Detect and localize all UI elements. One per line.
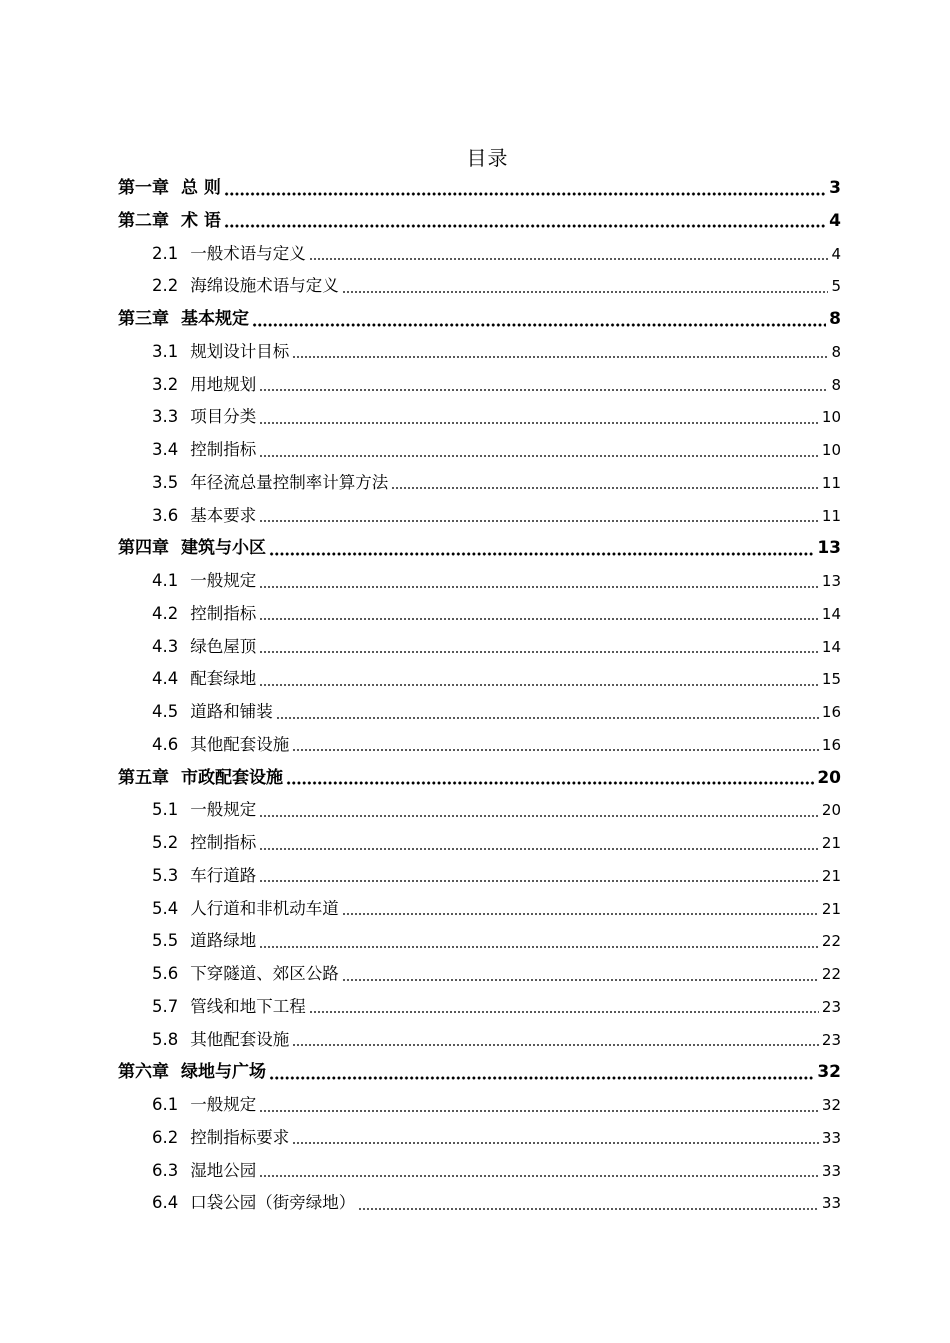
toc-page-number: 8 xyxy=(831,375,841,394)
toc-page-number: 33 xyxy=(821,1194,841,1213)
toc-entry-title: 用地规划 xyxy=(190,374,257,394)
toc-entry-title: 其他配套设施 xyxy=(190,734,290,754)
toc-dot-leader xyxy=(269,1064,814,1081)
toc-entry-number: 3.4 xyxy=(152,440,179,459)
toc-section-entry[interactable] xyxy=(118,696,841,729)
toc-entry-title: 道路和铺装 xyxy=(190,702,273,721)
toc-page-number: 23 xyxy=(821,997,841,1016)
toc-section-entry[interactable] xyxy=(118,1155,841,1188)
toc-entry-title: 控制指标 xyxy=(190,603,257,623)
toc-entry-title: 术 语 xyxy=(181,210,221,231)
toc-chapter-entry[interactable] xyxy=(118,532,841,565)
toc-page-number: 32 xyxy=(817,1062,841,1083)
toc-entry-number: 第四章 xyxy=(118,538,169,559)
toc-entry-number: 4.6 xyxy=(152,734,179,754)
toc-dot-leader xyxy=(292,344,828,361)
toc-page-number: 16 xyxy=(821,703,841,721)
toc-entry-title: 绿色屋顶 xyxy=(190,636,257,656)
toc-dot-leader xyxy=(259,1163,819,1180)
toc-entry-number: 3.5 xyxy=(152,472,179,492)
toc-chapter-entry[interactable] xyxy=(118,205,841,238)
toc-dot-leader xyxy=(286,769,814,786)
toc-page-number: 8 xyxy=(829,309,841,329)
toc-dot-leader xyxy=(276,704,819,721)
toc-dot-leader xyxy=(269,540,814,557)
toc-page-number: 21 xyxy=(821,834,841,852)
toc-dot-leader xyxy=(391,475,819,492)
toc-dot-leader xyxy=(259,671,819,688)
toc-entry-number: 5.2 xyxy=(152,833,179,852)
toc-page-number: 10 xyxy=(821,441,841,459)
toc-entry-title: 下穿隧道、郊区公路 xyxy=(190,964,339,983)
toc-entry-title: 一般术语与定义 xyxy=(190,243,306,263)
toc-page-number: 15 xyxy=(821,670,841,689)
toc-section-entry[interactable] xyxy=(118,860,841,893)
toc-entry-title: 项目分类 xyxy=(190,407,257,427)
toc-chapter-entry[interactable] xyxy=(118,172,841,205)
toc-entry-title: 其他配套设施 xyxy=(190,1029,290,1049)
toc-entry-title: 总 则 xyxy=(181,178,221,198)
toc-section-entry[interactable] xyxy=(118,729,841,762)
toc-page-number: 5 xyxy=(831,277,841,296)
toc-entry-number: 4.2 xyxy=(152,603,179,623)
toc-page-number: 33 xyxy=(821,1161,841,1180)
toc-dot-leader xyxy=(342,901,819,918)
toc-entry-title: 绿地与广场 xyxy=(181,1062,266,1083)
toc-section-entry[interactable] xyxy=(118,238,841,271)
toc-page-number: 23 xyxy=(821,1030,841,1049)
toc-section-entry[interactable] xyxy=(118,401,841,434)
toc-entry-number: 4.4 xyxy=(152,669,179,689)
toc-page-number: 8 xyxy=(831,342,841,361)
toc-entry-title: 一般规定 xyxy=(190,800,257,820)
toc-entry-number: 6.2 xyxy=(152,1127,179,1147)
toc-section-entry[interactable] xyxy=(118,500,841,533)
toc-entry-title: 控制指标 xyxy=(190,440,257,459)
toc-entry-number: 4.1 xyxy=(152,571,179,590)
toc-page-number: 13 xyxy=(821,572,841,590)
toc-entry-title: 道路绿地 xyxy=(190,931,257,951)
toc-section-entry[interactable] xyxy=(118,991,841,1024)
toc-dot-leader xyxy=(292,737,819,754)
toc-page-number: 16 xyxy=(821,735,841,754)
toc-page-number: 10 xyxy=(821,408,841,427)
toc-entry-title: 口袋公园（街旁绿地） xyxy=(190,1193,356,1213)
toc-page-number: 14 xyxy=(821,637,841,656)
toc-entry-title: 规划设计目标 xyxy=(190,341,290,361)
toc-entry-title: 年径流总量控制率计算方法 xyxy=(190,472,389,492)
toc-entry-number: 6.4 xyxy=(152,1193,179,1213)
toc-entry-title: 一般规定 xyxy=(190,1095,257,1114)
toc-section-entry[interactable] xyxy=(118,663,841,696)
toc-dot-leader xyxy=(259,933,819,950)
toc-chapter-entry[interactable] xyxy=(118,762,841,795)
toc-entry-number: 3.6 xyxy=(152,505,179,525)
toc-entry-number: 5.6 xyxy=(152,964,179,983)
toc-chapter-entry[interactable] xyxy=(118,303,841,336)
toc-section-entry[interactable] xyxy=(118,893,841,926)
toc-dot-leader xyxy=(259,639,819,656)
toc-dot-leader xyxy=(259,802,819,819)
toc-page-number: 22 xyxy=(821,965,841,983)
toc-page-number: 21 xyxy=(821,866,841,885)
toc-dot-leader xyxy=(224,213,826,230)
toc-page-number: 33 xyxy=(821,1128,841,1147)
toc-section-entry[interactable] xyxy=(118,827,841,860)
toc-entry-title: 管线和地下工程 xyxy=(190,996,306,1016)
toc-entry-title: 基本规定 xyxy=(181,309,249,329)
toc-entry-number: 5.8 xyxy=(152,1029,179,1049)
toc-dot-leader xyxy=(252,311,826,328)
toc-entry-number: 5.7 xyxy=(152,996,179,1016)
toc-page-number: 11 xyxy=(821,506,841,525)
toc-page-number: 32 xyxy=(821,1096,841,1114)
toc-entry-title: 控制指标要求 xyxy=(190,1127,290,1147)
toc-dot-leader xyxy=(342,278,829,295)
toc-entry-number: 2.2 xyxy=(152,276,179,296)
toc-entry-number: 5.3 xyxy=(152,865,179,885)
toc-entry-number: 5.1 xyxy=(152,800,179,820)
toc-dot-leader xyxy=(259,508,819,525)
table-of-contents xyxy=(118,172,841,1220)
toc-section-entry[interactable] xyxy=(118,1024,841,1057)
toc-entry-number: 4.3 xyxy=(152,636,179,656)
toc-page-number: 21 xyxy=(821,899,841,918)
toc-page-number: 3 xyxy=(829,178,841,198)
toc-page-number: 20 xyxy=(821,801,841,820)
toc-dot-leader xyxy=(342,966,819,983)
toc-entry-title: 车行道路 xyxy=(190,865,257,885)
toc-entry-title: 控制指标 xyxy=(190,833,257,852)
toc-dot-leader xyxy=(259,377,828,394)
toc-entry-title: 海绵设施术语与定义 xyxy=(190,276,339,296)
toc-entry-title: 人行道和非机动车道 xyxy=(190,898,339,918)
toc-dot-leader xyxy=(309,999,819,1016)
toc-dot-leader xyxy=(259,606,819,623)
toc-entry-number: 第六章 xyxy=(118,1062,169,1083)
toc-section-entry[interactable] xyxy=(118,1089,841,1122)
toc-dot-leader xyxy=(292,1032,819,1049)
toc-entry-number: 3.1 xyxy=(152,341,179,361)
toc-entry-title: 市政配套设施 xyxy=(181,767,283,788)
toc-dot-leader xyxy=(259,1097,819,1114)
toc-entry-title: 基本要求 xyxy=(190,505,257,525)
toc-page-number: 11 xyxy=(821,473,841,492)
toc-page-number: 14 xyxy=(821,604,841,623)
toc-entry-number: 6.3 xyxy=(152,1160,179,1180)
toc-entry-number: 3.3 xyxy=(152,407,179,427)
toc-page-number: 4 xyxy=(829,210,841,231)
toc-dot-leader xyxy=(259,442,819,459)
toc-section-entry[interactable] xyxy=(118,369,841,402)
toc-entry-number: 5.4 xyxy=(152,898,179,918)
toc-entry-number: 2.1 xyxy=(152,243,179,263)
toc-entry-number: 第一章 xyxy=(118,178,169,198)
toc-section-entry[interactable] xyxy=(118,467,841,500)
toc-entry-number: 第二章 xyxy=(118,210,169,231)
toc-entry-number: 4.5 xyxy=(152,702,179,721)
toc-section-entry[interactable] xyxy=(118,434,841,467)
toc-entry-number: 第五章 xyxy=(118,767,169,788)
toc-entry-title: 建筑与小区 xyxy=(181,538,266,559)
toc-page-number: 22 xyxy=(821,932,841,951)
toc-section-entry[interactable] xyxy=(118,1122,841,1155)
toc-dot-leader xyxy=(292,1130,819,1147)
toc-dot-leader xyxy=(259,868,819,885)
toc-dot-leader xyxy=(259,409,819,426)
toc-section-entry[interactable] xyxy=(118,794,841,827)
toc-section-entry[interactable] xyxy=(118,270,841,303)
toc-dot-leader xyxy=(309,246,829,263)
toc-dot-leader xyxy=(259,835,819,852)
toc-section-entry[interactable] xyxy=(118,631,841,664)
toc-entry-title: 一般规定 xyxy=(190,571,257,590)
toc-page-number: 20 xyxy=(817,767,841,788)
toc-entry-number: 3.2 xyxy=(152,374,179,394)
toc-section-entry[interactable] xyxy=(118,1187,841,1220)
toc-entry-number: 第三章 xyxy=(118,309,169,329)
toc-dot-leader xyxy=(224,180,826,197)
toc-dot-leader xyxy=(259,573,819,590)
toc-section-entry[interactable] xyxy=(118,925,841,958)
toc-entry-title: 湿地公园 xyxy=(190,1160,257,1180)
toc-dot-leader xyxy=(358,1195,819,1212)
toc-page-number: 4 xyxy=(831,244,841,263)
toc-entry-number: 6.1 xyxy=(152,1095,179,1114)
toc-title: 目录 xyxy=(466,146,509,170)
toc-section-entry[interactable] xyxy=(118,565,841,598)
toc-section-entry[interactable] xyxy=(118,598,841,631)
toc-entry-title: 配套绿地 xyxy=(190,669,257,689)
toc-section-entry[interactable] xyxy=(118,336,841,369)
toc-chapter-entry[interactable] xyxy=(118,1056,841,1089)
toc-page-number: 13 xyxy=(817,538,841,559)
toc-section-entry[interactable] xyxy=(118,958,841,991)
toc-entry-number: 5.5 xyxy=(152,931,179,951)
